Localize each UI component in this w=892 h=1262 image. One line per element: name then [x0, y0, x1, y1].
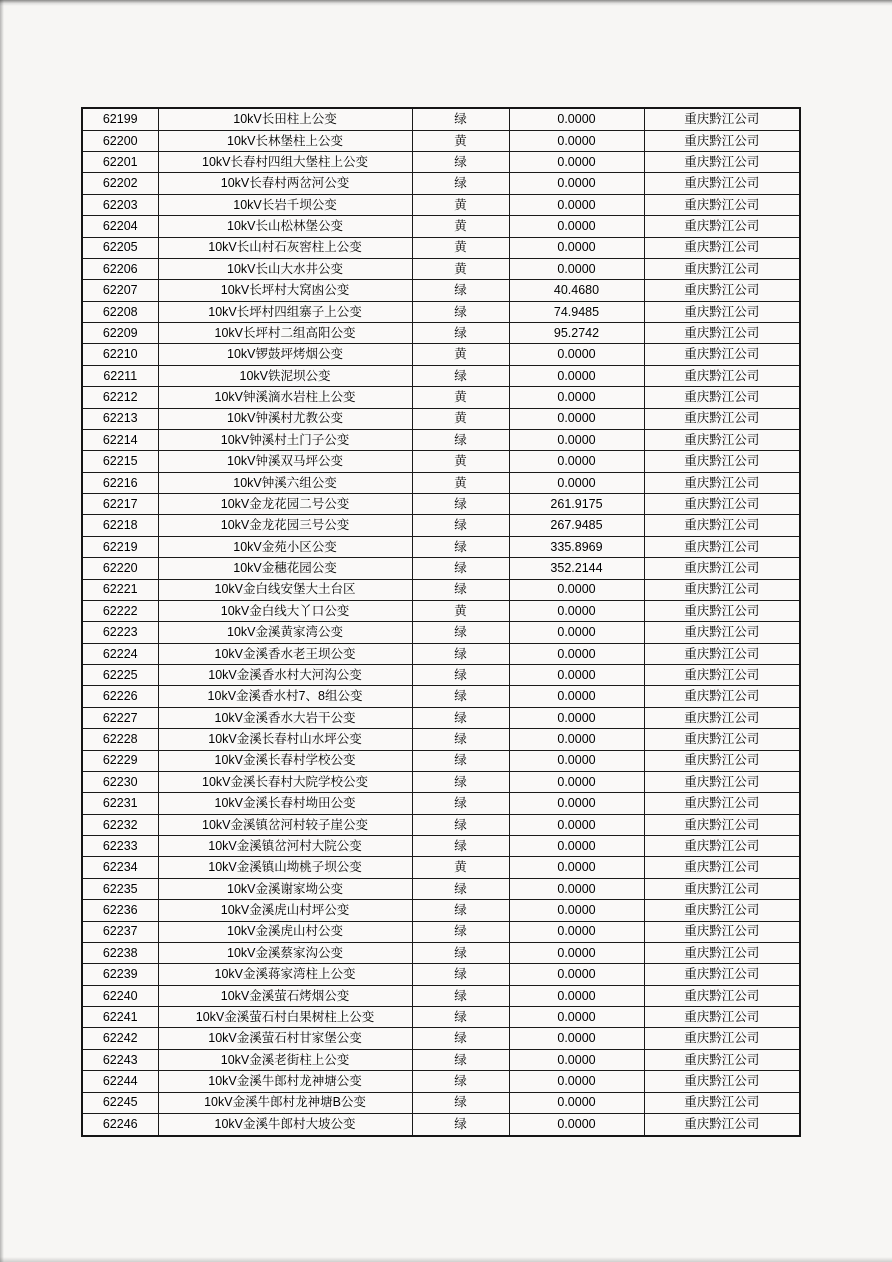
- cell-name: 10kV长山大水井公变: [158, 258, 412, 279]
- cell-company: 重庆黔江公司: [644, 280, 800, 301]
- table-row: [82, 857, 800, 878]
- cell-name: 10kV金龙花园三号公变: [158, 515, 412, 536]
- cell-color: 黄: [412, 130, 509, 151]
- cell-company: 重庆黔江公司: [644, 1071, 800, 1092]
- cell-name: 10kV金溪蒋家湾柱上公变: [158, 964, 412, 985]
- cell-company: 重庆黔江公司: [644, 707, 800, 728]
- table-row: [82, 280, 800, 301]
- table-row: [82, 985, 800, 1006]
- cell-id: 62214: [82, 429, 158, 450]
- cell-color: 绿: [412, 152, 509, 173]
- cell-id: 62225: [82, 665, 158, 686]
- table-row: [82, 108, 800, 130]
- cell-value: 0.0000: [509, 707, 644, 728]
- table-row: [82, 1113, 800, 1136]
- cell-name: 10kV钟溪滴水岩柱上公变: [158, 387, 412, 408]
- cell-id: 62218: [82, 515, 158, 536]
- cell-id: 62242: [82, 1028, 158, 1049]
- cell-name: 10kV金龙花园二号公变: [158, 494, 412, 515]
- table-row: [82, 665, 800, 686]
- cell-name: 10kV长山松林堡公变: [158, 216, 412, 237]
- cell-id: 62220: [82, 558, 158, 579]
- cell-color: 黄: [412, 344, 509, 365]
- cell-name: 10kV金溪香水村7、8组公变: [158, 686, 412, 707]
- cell-company: 重庆黔江公司: [644, 964, 800, 985]
- table-row: [82, 729, 800, 750]
- cell-color: 绿: [412, 536, 509, 557]
- table-row: [82, 1071, 800, 1092]
- table-row: [82, 942, 800, 963]
- cell-id: 62217: [82, 494, 158, 515]
- table-row: [82, 964, 800, 985]
- cell-company: 重庆黔江公司: [644, 536, 800, 557]
- cell-value: 0.0000: [509, 942, 644, 963]
- cell-company: 重庆黔江公司: [644, 344, 800, 365]
- cell-color: 黄: [412, 408, 509, 429]
- transformer-table: [81, 107, 801, 1137]
- cell-value: 0.0000: [509, 258, 644, 279]
- cell-name: 10kV钟溪六组公变: [158, 472, 412, 493]
- cell-company: 重庆黔江公司: [644, 857, 800, 878]
- cell-value: 0.0000: [509, 108, 644, 130]
- cell-color: 绿: [412, 365, 509, 386]
- cell-color: 黄: [412, 857, 509, 878]
- page-top-edge-shadow: [0, 0, 892, 6]
- cell-company: 重庆黔江公司: [644, 814, 800, 835]
- table-row: [82, 258, 800, 279]
- table-row: [82, 1049, 800, 1070]
- cell-company: 重庆黔江公司: [644, 152, 800, 173]
- cell-name: 10kV金溪牛郎村龙神塘B公变: [158, 1092, 412, 1113]
- cell-id: 62227: [82, 707, 158, 728]
- table-row: [82, 793, 800, 814]
- cell-value: 261.9175: [509, 494, 644, 515]
- cell-value: 0.0000: [509, 750, 644, 771]
- cell-company: 重庆黔江公司: [644, 301, 800, 322]
- cell-company: 重庆黔江公司: [644, 258, 800, 279]
- cell-id: 62203: [82, 194, 158, 215]
- cell-id: 62241: [82, 1007, 158, 1028]
- cell-company: 重庆黔江公司: [644, 793, 800, 814]
- cell-color: 黄: [412, 387, 509, 408]
- cell-name: 10kV金溪香水村大河沟公变: [158, 665, 412, 686]
- cell-value: 0.0000: [509, 1071, 644, 1092]
- cell-company: 重庆黔江公司: [644, 451, 800, 472]
- cell-name: 10kV金白线安堡大土台区: [158, 579, 412, 600]
- cell-name: 10kV金溪镇岔河村大院公变: [158, 836, 412, 857]
- cell-company: 重庆黔江公司: [644, 216, 800, 237]
- cell-company: 重庆黔江公司: [644, 429, 800, 450]
- cell-company: 重庆黔江公司: [644, 942, 800, 963]
- cell-id: 62237: [82, 921, 158, 942]
- table-row: [82, 643, 800, 664]
- cell-color: 绿: [412, 900, 509, 921]
- cell-value: 0.0000: [509, 152, 644, 173]
- cell-company: 重庆黔江公司: [644, 387, 800, 408]
- cell-id: 62238: [82, 942, 158, 963]
- cell-color: 黄: [412, 472, 509, 493]
- cell-color: 黄: [412, 237, 509, 258]
- page-left-edge-shadow: [0, 0, 4, 1262]
- cell-company: 重庆黔江公司: [644, 1007, 800, 1028]
- cell-color: 绿: [412, 622, 509, 643]
- cell-value: 0.0000: [509, 793, 644, 814]
- cell-name: 10kV金溪香水大岩干公变: [158, 707, 412, 728]
- cell-value: 0.0000: [509, 1007, 644, 1028]
- cell-id: 62245: [82, 1092, 158, 1113]
- cell-value: 0.0000: [509, 622, 644, 643]
- cell-id: 62226: [82, 686, 158, 707]
- cell-company: 重庆黔江公司: [644, 408, 800, 429]
- cell-value: 0.0000: [509, 1092, 644, 1113]
- cell-name: 10kV金溪长春村大院学校公变: [158, 771, 412, 792]
- table-row: [82, 622, 800, 643]
- cell-value: 0.0000: [509, 1113, 644, 1136]
- cell-color: 绿: [412, 1049, 509, 1070]
- cell-value: 0.0000: [509, 729, 644, 750]
- cell-company: 重庆黔江公司: [644, 1049, 800, 1070]
- cell-id: 62229: [82, 750, 158, 771]
- table-row: [82, 686, 800, 707]
- cell-color: 绿: [412, 771, 509, 792]
- cell-company: 重庆黔江公司: [644, 900, 800, 921]
- cell-value: 0.0000: [509, 387, 644, 408]
- cell-name: 10kV钟溪村土门子公变: [158, 429, 412, 450]
- cell-color: 绿: [412, 985, 509, 1006]
- cell-value: 0.0000: [509, 408, 644, 429]
- cell-color: 绿: [412, 173, 509, 194]
- cell-company: 重庆黔江公司: [644, 579, 800, 600]
- cell-color: 绿: [412, 579, 509, 600]
- cell-name: 10kV长田柱上公变: [158, 108, 412, 130]
- cell-color: 绿: [412, 323, 509, 344]
- cell-name: 10kV金溪虎山村坪公变: [158, 900, 412, 921]
- table-row: [82, 1007, 800, 1028]
- cell-value: 335.8969: [509, 536, 644, 557]
- cell-id: 62200: [82, 130, 158, 151]
- cell-color: 绿: [412, 558, 509, 579]
- cell-color: 绿: [412, 494, 509, 515]
- cell-value: 0.0000: [509, 686, 644, 707]
- cell-company: 重庆黔江公司: [644, 323, 800, 344]
- table-row: [82, 900, 800, 921]
- table-row: [82, 429, 800, 450]
- cell-color: 绿: [412, 814, 509, 835]
- cell-id: 62212: [82, 387, 158, 408]
- table-row: [82, 921, 800, 942]
- cell-name: 10kV金溪萤石村白果树柱上公变: [158, 1007, 412, 1028]
- cell-name: 10kV金溪长春村学校公变: [158, 750, 412, 771]
- cell-color: 绿: [412, 665, 509, 686]
- cell-id: 62211: [82, 365, 158, 386]
- cell-name: 10kV金溪蔡家沟公变: [158, 942, 412, 963]
- table-row: [82, 173, 800, 194]
- cell-value: 0.0000: [509, 964, 644, 985]
- cell-company: 重庆黔江公司: [644, 108, 800, 130]
- cell-color: 绿: [412, 643, 509, 664]
- cell-id: 62228: [82, 729, 158, 750]
- cell-name: 10kV金苑小区公变: [158, 536, 412, 557]
- cell-name: 10kV金溪长春村山水坪公变: [158, 729, 412, 750]
- cell-value: 0.0000: [509, 365, 644, 386]
- cell-color: 绿: [412, 301, 509, 322]
- cell-name: 10kV长林堡柱上公变: [158, 130, 412, 151]
- cell-color: 绿: [412, 707, 509, 728]
- table-row: [82, 1092, 800, 1113]
- cell-id: 62215: [82, 451, 158, 472]
- cell-color: 绿: [412, 942, 509, 963]
- cell-company: 重庆黔江公司: [644, 494, 800, 515]
- cell-company: 重庆黔江公司: [644, 836, 800, 857]
- table-row: [82, 344, 800, 365]
- table-row: [82, 472, 800, 493]
- table-row: [82, 237, 800, 258]
- table-row: [82, 836, 800, 857]
- cell-value: 0.0000: [509, 429, 644, 450]
- cell-company: 重庆黔江公司: [644, 515, 800, 536]
- table-row: [82, 814, 800, 835]
- cell-id: 62235: [82, 878, 158, 899]
- table-row: [82, 152, 800, 173]
- cell-value: 0.0000: [509, 472, 644, 493]
- cell-company: 重庆黔江公司: [644, 600, 800, 621]
- cell-value: 0.0000: [509, 985, 644, 1006]
- cell-company: 重庆黔江公司: [644, 1028, 800, 1049]
- cell-color: 绿: [412, 793, 509, 814]
- cell-value: 267.9485: [509, 515, 644, 536]
- table-row: [82, 130, 800, 151]
- cell-name: 10kV金溪镇山坳桃子坝公变: [158, 857, 412, 878]
- cell-id: 62233: [82, 836, 158, 857]
- cell-color: 绿: [412, 750, 509, 771]
- cell-value: 0.0000: [509, 665, 644, 686]
- cell-id: 62202: [82, 173, 158, 194]
- cell-company: 重庆黔江公司: [644, 665, 800, 686]
- cell-id: 62239: [82, 964, 158, 985]
- cell-name: 10kV金溪萤石烤烟公变: [158, 985, 412, 1006]
- table-row: [82, 600, 800, 621]
- cell-name: 10kV长岩千坝公变: [158, 194, 412, 215]
- table-row: [82, 515, 800, 536]
- cell-company: 重庆黔江公司: [644, 173, 800, 194]
- cell-value: 0.0000: [509, 1049, 644, 1070]
- cell-name: 10kV金溪萤石村甘家堡公变: [158, 1028, 412, 1049]
- cell-value: 352.2144: [509, 558, 644, 579]
- cell-id: 62221: [82, 579, 158, 600]
- cell-color: 绿: [412, 280, 509, 301]
- cell-name: 10kV金穗花园公变: [158, 558, 412, 579]
- cell-color: 黄: [412, 451, 509, 472]
- cell-value: 0.0000: [509, 836, 644, 857]
- cell-color: 黄: [412, 194, 509, 215]
- cell-id: 62205: [82, 237, 158, 258]
- cell-name: 10kV钟溪村尤教公变: [158, 408, 412, 429]
- cell-id: 62201: [82, 152, 158, 173]
- cell-id: 62223: [82, 622, 158, 643]
- table-row: [82, 536, 800, 557]
- cell-value: 0.0000: [509, 878, 644, 899]
- cell-id: 62230: [82, 771, 158, 792]
- cell-id: 62246: [82, 1113, 158, 1136]
- cell-company: 重庆黔江公司: [644, 558, 800, 579]
- table-row: [82, 750, 800, 771]
- cell-id: 62240: [82, 985, 158, 1006]
- table-row: [82, 494, 800, 515]
- cell-value: 0.0000: [509, 600, 644, 621]
- cell-id: 62224: [82, 643, 158, 664]
- cell-name: 10kV金溪牛郎村大坡公变: [158, 1113, 412, 1136]
- page-bottom-edge-shadow: [0, 1257, 892, 1262]
- cell-name: 10kV长坪村大窝凼公变: [158, 280, 412, 301]
- cell-company: 重庆黔江公司: [644, 729, 800, 750]
- cell-company: 重庆黔江公司: [644, 365, 800, 386]
- cell-color: 黄: [412, 216, 509, 237]
- cell-company: 重庆黔江公司: [644, 237, 800, 258]
- cell-id: 62236: [82, 900, 158, 921]
- cell-company: 重庆黔江公司: [644, 878, 800, 899]
- cell-company: 重庆黔江公司: [644, 1092, 800, 1113]
- cell-name: 10kV长坪村四组寨子上公变: [158, 301, 412, 322]
- cell-name: 10kV金白线大丫口公变: [158, 600, 412, 621]
- cell-id: 62232: [82, 814, 158, 835]
- cell-name: 10kV长春村两岔河公变: [158, 173, 412, 194]
- cell-value: 0.0000: [509, 857, 644, 878]
- cell-id: 62244: [82, 1071, 158, 1092]
- cell-color: 绿: [412, 1007, 509, 1028]
- cell-color: 绿: [412, 921, 509, 942]
- cell-name: 10kV金溪牛郎村龙神塘公变: [158, 1071, 412, 1092]
- cell-name: 10kV长山村石灰窖柱上公变: [158, 237, 412, 258]
- cell-company: 重庆黔江公司: [644, 643, 800, 664]
- cell-value: 0.0000: [509, 173, 644, 194]
- cell-id: 62219: [82, 536, 158, 557]
- table-row: [82, 216, 800, 237]
- cell-id: 62222: [82, 600, 158, 621]
- table-row: [82, 365, 800, 386]
- cell-name: 10kV金溪香水老王坝公变: [158, 643, 412, 664]
- cell-id: 62199: [82, 108, 158, 130]
- cell-company: 重庆黔江公司: [644, 771, 800, 792]
- cell-company: 重庆黔江公司: [644, 130, 800, 151]
- cell-company: 重庆黔江公司: [644, 750, 800, 771]
- cell-value: 0.0000: [509, 579, 644, 600]
- cell-name: 10kV金溪黄家湾公变: [158, 622, 412, 643]
- cell-name: 10kV长春村四组大堡柱上公变: [158, 152, 412, 173]
- cell-id: 62209: [82, 323, 158, 344]
- cell-color: 绿: [412, 1071, 509, 1092]
- cell-color: 绿: [412, 729, 509, 750]
- table-row: [82, 194, 800, 215]
- cell-id: 62204: [82, 216, 158, 237]
- cell-name: 10kV铁泥坝公变: [158, 365, 412, 386]
- table-row: [82, 1028, 800, 1049]
- cell-value: 0.0000: [509, 216, 644, 237]
- cell-value: 0.0000: [509, 921, 644, 942]
- cell-value: 0.0000: [509, 1028, 644, 1049]
- cell-name: 10kV金溪老街柱上公变: [158, 1049, 412, 1070]
- cell-id: 62207: [82, 280, 158, 301]
- cell-id: 62213: [82, 408, 158, 429]
- cell-color: 绿: [412, 878, 509, 899]
- cell-company: 重庆黔江公司: [644, 472, 800, 493]
- table-row: [82, 707, 800, 728]
- cell-color: 绿: [412, 1028, 509, 1049]
- cell-color: 黄: [412, 258, 509, 279]
- cell-company: 重庆黔江公司: [644, 921, 800, 942]
- cell-name: 10kV金溪虎山村公变: [158, 921, 412, 942]
- table-row: [82, 878, 800, 899]
- cell-value: 40.4680: [509, 280, 644, 301]
- table-row: [82, 558, 800, 579]
- cell-name: 10kV金溪镇岔河村较子崖公变: [158, 814, 412, 835]
- cell-id: 62206: [82, 258, 158, 279]
- cell-name: 10kV长坪村二组高阳公变: [158, 323, 412, 344]
- cell-company: 重庆黔江公司: [644, 985, 800, 1006]
- table-row: [82, 408, 800, 429]
- table-body: [82, 108, 800, 1136]
- cell-color: 绿: [412, 1092, 509, 1113]
- cell-color: 绿: [412, 108, 509, 130]
- cell-value: 0.0000: [509, 130, 644, 151]
- cell-color: 黄: [412, 600, 509, 621]
- cell-value: 0.0000: [509, 814, 644, 835]
- cell-color: 绿: [412, 1113, 509, 1136]
- table-row: [82, 771, 800, 792]
- table-row: [82, 387, 800, 408]
- table-row: [82, 451, 800, 472]
- cell-color: 绿: [412, 964, 509, 985]
- cell-name: 10kV金溪谢家坳公变: [158, 878, 412, 899]
- cell-value: 0.0000: [509, 194, 644, 215]
- cell-company: 重庆黔江公司: [644, 622, 800, 643]
- cell-value: 95.2742: [509, 323, 644, 344]
- cell-name: 10kV锣鼓坪烤烟公变: [158, 344, 412, 365]
- cell-color: 绿: [412, 429, 509, 450]
- table-row: [82, 579, 800, 600]
- cell-value: 0.0000: [509, 344, 644, 365]
- cell-id: 62234: [82, 857, 158, 878]
- cell-name: 10kV钟溪双马坪公变: [158, 451, 412, 472]
- table-row: [82, 301, 800, 322]
- cell-company: 重庆黔江公司: [644, 1113, 800, 1136]
- cell-value: 74.9485: [509, 301, 644, 322]
- cell-id: 62243: [82, 1049, 158, 1070]
- cell-company: 重庆黔江公司: [644, 686, 800, 707]
- cell-id: 62216: [82, 472, 158, 493]
- cell-company: 重庆黔江公司: [644, 194, 800, 215]
- cell-color: 绿: [412, 836, 509, 857]
- cell-name: 10kV金溪长春村坳田公变: [158, 793, 412, 814]
- table-row: [82, 323, 800, 344]
- cell-color: 绿: [412, 686, 509, 707]
- cell-id: 62231: [82, 793, 158, 814]
- cell-id: 62208: [82, 301, 158, 322]
- cell-color: 绿: [412, 515, 509, 536]
- cell-value: 0.0000: [509, 237, 644, 258]
- cell-value: 0.0000: [509, 900, 644, 921]
- cell-value: 0.0000: [509, 451, 644, 472]
- cell-value: 0.0000: [509, 643, 644, 664]
- cell-value: 0.0000: [509, 771, 644, 792]
- cell-id: 62210: [82, 344, 158, 365]
